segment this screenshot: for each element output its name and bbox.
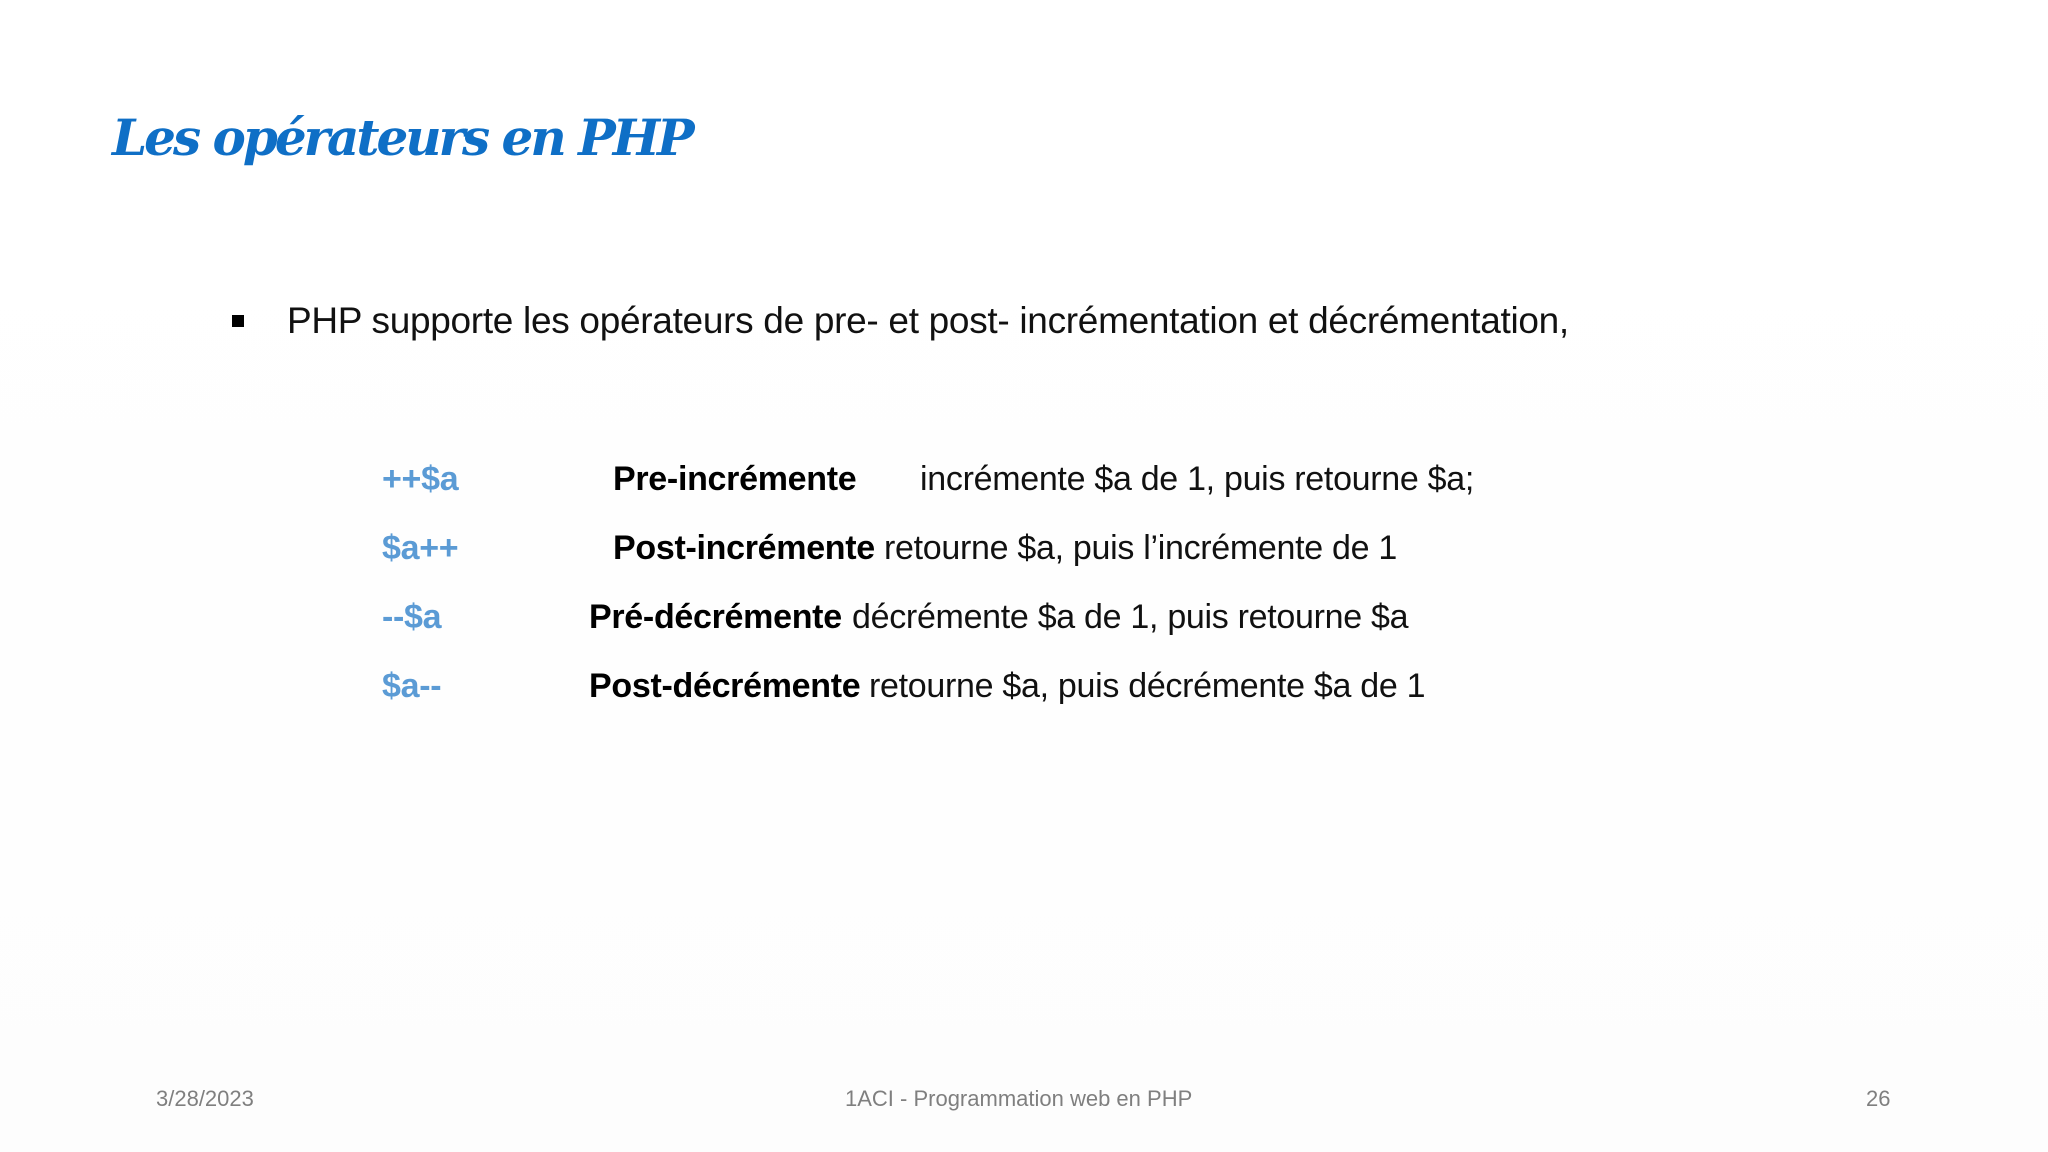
slide-title: Les opérateurs en PHP bbox=[112, 108, 692, 167]
operator-symbol: --$a bbox=[382, 598, 442, 636]
operator-description: incrémente $a de 1, puis retourne $a; bbox=[920, 460, 1475, 498]
bullet-item bbox=[232, 300, 1992, 342]
operator-symbol: $a++ bbox=[382, 529, 459, 567]
footer-course-title: 1ACI - Programmation web en PHP bbox=[845, 1086, 1193, 1111]
operator-description: retourne $a, puis décrémente $a de 1 bbox=[869, 667, 1426, 705]
footer-date: 3/28/2023 bbox=[156, 1086, 254, 1111]
operator-name: Pré-décrémente bbox=[589, 598, 842, 636]
operator-name: Pre-incrémente bbox=[613, 460, 857, 498]
operator-description: décrémente $a de 1, puis retourne $a bbox=[852, 598, 1409, 636]
slide-number: 26 bbox=[1866, 1086, 1891, 1111]
operator-name: Post-incrémente bbox=[613, 529, 875, 567]
bullet-text: PHP supporte les opérateurs de pre- et post- incrémentation et décrémentation, bbox=[287, 300, 1569, 341]
square-bullet-icon bbox=[232, 315, 244, 327]
operator-symbol: ++$a bbox=[382, 460, 459, 498]
operator-symbol: $a-- bbox=[382, 667, 442, 705]
operator-name: Post-décrémente bbox=[589, 667, 861, 705]
operator-description: retourne $a, puis l’incrémente de 1 bbox=[884, 529, 1398, 567]
